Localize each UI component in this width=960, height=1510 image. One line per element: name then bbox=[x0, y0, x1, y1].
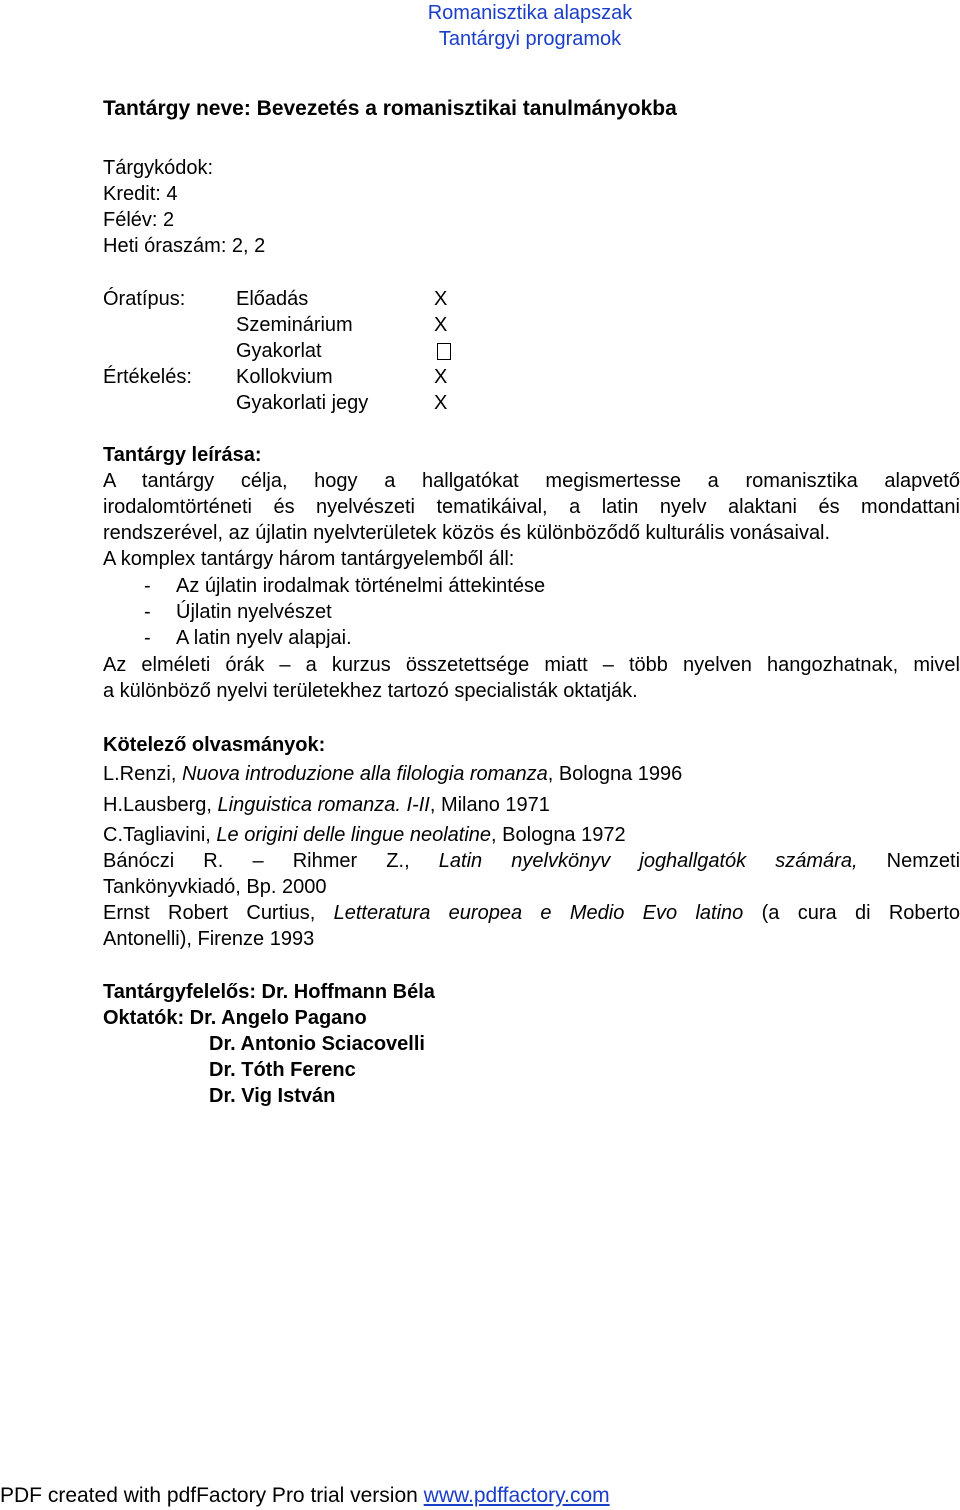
reading-renzi bbox=[103, 761, 682, 787]
reading-author: H.Lausberg, bbox=[103, 794, 218, 816]
description-closing-2: a különböző nyelvi területekhez tartozó specialisták oktatják. bbox=[103, 680, 638, 702]
course-credit: Kredit: 4 bbox=[103, 183, 178, 205]
course-codes: Tárgykódok: bbox=[103, 157, 214, 179]
reading-curtius-line-2: Antonelli), Firenze 1993 bbox=[103, 928, 315, 950]
pdf-footer bbox=[0, 1483, 610, 1509]
teacher-name: Dr. Antonio Sciacovelli bbox=[209, 1033, 425, 1055]
teachers-label: Oktatók: Dr. Angelo Pagano bbox=[103, 1007, 367, 1029]
type-lecture-mark: X bbox=[434, 288, 448, 310]
course-title: Tantárgy neve: Bevezetés a romanisztikai tanulmányokba bbox=[103, 97, 677, 120]
course-semester: Félév: 2 bbox=[103, 209, 175, 231]
description-line-1: A tantárgy célja, hogy a hallgatókat megismertesse a romanisztika alapvető bbox=[103, 470, 960, 492]
type-lecture: Előadás bbox=[236, 288, 309, 310]
description-line-2: irodalomtörténeti és nyelvészeti tematikáival, a latin nyelv alaktani és mondattani bbox=[103, 496, 960, 518]
type-seminar-mark: X bbox=[434, 314, 448, 336]
reading-curtius bbox=[103, 900, 960, 926]
list-item: Az újlatin irodalmak történelmi áttekintése bbox=[176, 575, 546, 597]
reading-author: C.Tagliavini, bbox=[103, 824, 217, 846]
teacher-name: Dr. Tóth Ferenc bbox=[209, 1059, 356, 1081]
reading-author: Ernst Robert Curtius, bbox=[103, 902, 334, 924]
list-item: A latin nyelv alapjai. bbox=[176, 627, 352, 649]
reading-details: , Bologna 1972 bbox=[491, 824, 626, 846]
type-seminar: Szeminárium bbox=[236, 314, 353, 336]
footer-text: PDF created with pdfFactory Pro trial version bbox=[0, 1484, 424, 1507]
reading-title: Linguistica romanza. I-II bbox=[217, 794, 430, 816]
document-header bbox=[0, 0, 960, 52]
teacher-name: Dr. Vig István bbox=[209, 1085, 336, 1107]
reading-title: Letteratura europea e Medio Evo latino bbox=[333, 902, 744, 924]
reading-banoczi bbox=[103, 848, 960, 874]
reading-title: Le origini delle lingue neolatine bbox=[216, 824, 492, 846]
reading-details: , Bologna 1996 bbox=[547, 763, 683, 785]
list-dash: - bbox=[144, 601, 151, 623]
list-dash: - bbox=[144, 627, 151, 649]
reading-author: L.Renzi, bbox=[103, 763, 182, 785]
type-practice: Gyakorlat bbox=[236, 340, 322, 362]
header-program-name: Romanisztika alapszak bbox=[427, 2, 633, 24]
eval-practical-grade: Gyakorlati jegy bbox=[236, 392, 369, 414]
footer-link[interactable]: www.pdffactory.com bbox=[423, 1484, 610, 1507]
list-item: Újlatin nyelvészet bbox=[176, 601, 332, 623]
reading-details: Nemzeti bbox=[857, 850, 960, 872]
header-subtitle: Tantárgyi programok bbox=[438, 28, 622, 50]
reading-author: Bánóczi R. – Rihmer Z., bbox=[103, 850, 439, 872]
type-label: Óratípus: bbox=[103, 288, 186, 310]
reading-title: Nuova introduzione alla filologia romanza bbox=[181, 763, 548, 785]
description-line-3: rendszerével, az újlatin nyelvterületek közös és különböződő kulturális vonásaival. bbox=[103, 522, 831, 544]
description-heading: Tantárgy leírása: bbox=[103, 444, 262, 466]
description-intro: A komplex tantárgy három tantárgyelemből áll: bbox=[103, 548, 515, 570]
readings-heading: Kötelező olvasmányok: bbox=[103, 734, 326, 756]
reading-lausberg bbox=[103, 792, 550, 818]
type-practice-empty-box bbox=[437, 343, 451, 360]
eval-colloquium: Kollokvium bbox=[236, 366, 333, 388]
reading-tagliavini bbox=[103, 822, 626, 848]
reading-banoczi-line-2: Tankönyvkiadó, Bp. 2000 bbox=[103, 876, 327, 898]
reading-details: , Milano 1971 bbox=[429, 794, 550, 816]
reading-details: (a cura di Roberto bbox=[743, 902, 960, 924]
course-responsible: Tantárgyfelelős: Dr. Hoffmann Béla bbox=[103, 981, 435, 1003]
course-hours: Heti óraszám: 2, 2 bbox=[103, 235, 266, 257]
evaluation-label: Értékelés: bbox=[103, 366, 192, 388]
eval-practical-grade-mark: X bbox=[434, 392, 448, 414]
description-closing-1: Az elméleti órák – a kurzus összetettsége miatt – több nyelven hangozhatnak, mivel bbox=[103, 654, 960, 676]
eval-colloquium-mark: X bbox=[434, 366, 448, 388]
reading-title: Latin nyelvkönyv joghallgatók számára, bbox=[438, 850, 858, 872]
list-dash: - bbox=[144, 575, 151, 597]
